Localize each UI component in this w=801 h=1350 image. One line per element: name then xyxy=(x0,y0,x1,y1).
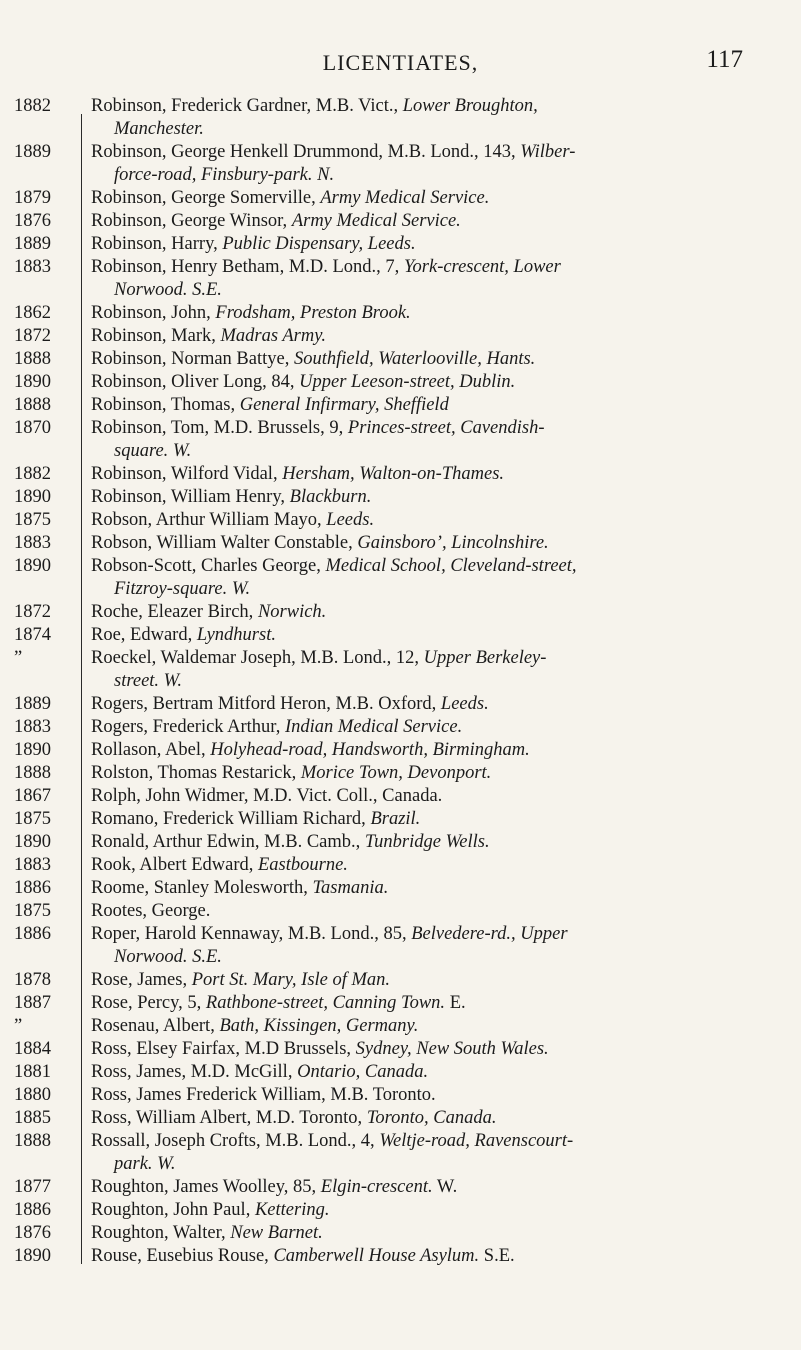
list-item xyxy=(0,647,801,693)
entry-main-line xyxy=(91,647,781,670)
entry-continuation: park. W. xyxy=(114,1154,176,1174)
entry-place: Southfield, Waterlooville, Hants. xyxy=(293,349,536,369)
entry-main-line xyxy=(91,1130,781,1153)
entry-year: 1862 xyxy=(14,303,51,323)
list-item xyxy=(0,601,801,624)
entry-year: 1883 xyxy=(14,533,51,553)
entry-place: Madras Army. xyxy=(220,326,327,346)
entry-main-line xyxy=(91,1199,781,1222)
entry-name: Ross, William Albert, M.D. Toronto, xyxy=(91,1108,367,1128)
entry-year: 1872 xyxy=(14,326,51,346)
list-item xyxy=(0,969,801,992)
entry-name: Robson, Arthur William Mayo, xyxy=(91,510,327,530)
list-item xyxy=(0,348,801,371)
entry-main-line xyxy=(91,808,781,831)
entry-year: 1867 xyxy=(14,786,51,806)
entry-text xyxy=(91,992,781,1015)
list-item xyxy=(0,1107,801,1130)
entry-main-line xyxy=(91,624,781,647)
entry-year: ” xyxy=(14,1016,23,1036)
entry-text xyxy=(91,1107,781,1130)
entry-place: Camberwell House Asylum. xyxy=(273,1246,480,1266)
entry-year: 1875 xyxy=(14,901,51,921)
entry-main-line xyxy=(91,1061,781,1084)
list-item xyxy=(0,555,801,601)
entry-text xyxy=(91,969,781,992)
entry-place: Indian Medical Service. xyxy=(284,717,463,737)
entry-main-line xyxy=(91,348,781,371)
list-item xyxy=(0,624,801,647)
entry-name: Rose, Percy, 5, xyxy=(91,993,206,1013)
list-item xyxy=(0,325,801,348)
list-item xyxy=(0,785,801,808)
list-item xyxy=(0,210,801,233)
entry-text xyxy=(91,1084,781,1107)
entry-year: 1875 xyxy=(14,809,51,829)
entry-place: Tasmania. xyxy=(312,878,389,898)
entry-main-line xyxy=(91,900,781,923)
entry-name: Rollason, Abel, xyxy=(91,740,211,760)
entry-place: Elgin-crescent. xyxy=(320,1177,433,1197)
list-item xyxy=(0,854,801,877)
entry-text xyxy=(91,302,781,325)
entry-main-line xyxy=(91,1107,781,1130)
entry-main-line xyxy=(91,1176,781,1199)
entry-year: 1883 xyxy=(14,717,51,737)
entry-place: Leeds. xyxy=(440,694,489,714)
entry-text xyxy=(91,739,781,762)
entry-main-line xyxy=(91,509,781,532)
entry-main-line xyxy=(91,371,781,394)
entry-name: Rogers, Bertram Mitford Heron, M.B. Oxford, xyxy=(91,694,441,714)
entry-name: Robinson, Frederick Gardner, M.B. Vict., xyxy=(91,96,403,116)
entry-text xyxy=(91,256,781,302)
list-item xyxy=(0,1015,801,1038)
entry-continuation: square. W. xyxy=(114,441,192,461)
entry-name: Roeckel, Waldemar Joseph, M.B. Lond., 12, xyxy=(91,648,424,668)
list-item xyxy=(0,1245,801,1268)
entry-name: Ross, Elsey Fairfax, M.D Brussels, xyxy=(91,1039,356,1059)
entry-text xyxy=(91,877,781,900)
entry-main-line xyxy=(91,394,781,417)
entry-name: Roche, Eleazer Birch, xyxy=(91,602,258,622)
entry-year: 1890 xyxy=(14,740,51,760)
entry-place: Kettering. xyxy=(254,1200,330,1220)
entry-text xyxy=(91,95,781,141)
entry-main-line xyxy=(91,877,781,900)
entry-year: 1889 xyxy=(14,694,51,714)
entry-text xyxy=(91,417,781,463)
entry-name: Robson-Scott, Charles George, xyxy=(91,556,326,576)
page-header xyxy=(0,44,801,84)
entry-main-line xyxy=(91,601,781,624)
entry-text xyxy=(91,831,781,854)
entry-text xyxy=(91,1015,781,1038)
entry-main-line xyxy=(91,486,781,509)
entry-text xyxy=(91,1038,781,1061)
entry-text xyxy=(91,141,781,187)
entry-place: Lower Broughton, xyxy=(402,96,538,116)
entry-year: 1888 xyxy=(14,395,51,415)
list-item xyxy=(0,302,801,325)
list-item xyxy=(0,808,801,831)
list-item xyxy=(0,1222,801,1245)
entry-main-line xyxy=(91,716,781,739)
entry-name: Robinson, George Henkell Drummond, M.B. Lond., 143, xyxy=(91,142,521,162)
entry-name: Rook, Albert Edward, xyxy=(91,855,258,875)
entry-year: 1883 xyxy=(14,855,51,875)
list-item xyxy=(0,693,801,716)
entry-main-line xyxy=(91,210,781,233)
entry-text xyxy=(91,187,781,210)
entry-continuation: Norwood. S.E. xyxy=(114,280,222,300)
entry-place: Public Dispensary, Leeds. xyxy=(222,234,416,254)
entry-name: Robinson, Oliver Long, 84, xyxy=(91,372,300,392)
entry-name: Robinson, George Winsor, xyxy=(91,211,292,231)
list-item xyxy=(0,992,801,1015)
entry-year: 1884 xyxy=(14,1039,51,1059)
entry-main-line xyxy=(91,302,781,325)
entry-text xyxy=(91,693,781,716)
entry-name: Roe, Edward, xyxy=(91,625,197,645)
list-item xyxy=(0,762,801,785)
entry-text xyxy=(91,785,781,808)
list-item xyxy=(0,1061,801,1084)
entry-place: Bath, Kissingen, Germany. xyxy=(219,1016,419,1036)
entry-main-line xyxy=(91,233,781,256)
entry-place: Rathbone-street, Canning Town. xyxy=(205,993,446,1013)
page-number: 117 xyxy=(706,46,743,73)
entry-year: 1887 xyxy=(14,993,51,1013)
entry-text xyxy=(91,486,781,509)
entry-name: Ross, James Frederick William, M.B. Toronto. xyxy=(91,1085,436,1105)
list-item xyxy=(0,371,801,394)
entry-place: Medical School, Cleveland-street, xyxy=(325,556,577,576)
entry-continuation: force-road, Finsbury-park. N. xyxy=(114,165,335,185)
entry-place: Princes-street, Cavendish- xyxy=(347,418,545,438)
entry-name: Robinson, John, xyxy=(91,303,216,323)
entry-year: 1882 xyxy=(14,464,51,484)
list-item xyxy=(0,1199,801,1222)
entry-main-line xyxy=(91,1245,781,1268)
entry-year: 1875 xyxy=(14,510,51,530)
entry-year: 1890 xyxy=(14,487,51,507)
entry-text xyxy=(91,900,781,923)
entry-name: Roughton, James Woolley, 85, xyxy=(91,1177,321,1197)
list-item xyxy=(0,1038,801,1061)
list-item xyxy=(0,831,801,854)
entry-place: Frodsham, Preston Brook. xyxy=(215,303,411,323)
entry-name: Roper, Harold Kennaway, M.B. Lond., 85, xyxy=(91,924,412,944)
entry-place: Eastbourne. xyxy=(258,855,348,875)
entry-main-line xyxy=(91,1015,781,1038)
entry-main-line xyxy=(91,1222,781,1245)
list-item xyxy=(0,923,801,969)
entry-main-line xyxy=(91,1038,781,1061)
entry-text xyxy=(91,647,781,693)
entry-year: 1886 xyxy=(14,878,51,898)
entry-name: Roome, Stanley Molesworth, xyxy=(91,878,313,898)
entry-text xyxy=(91,394,781,417)
entry-place: Norwich. xyxy=(257,602,327,622)
entry-main-line xyxy=(91,854,781,877)
entry-name: Rolph, John Widmer, M.D. Vict. Coll., Canada. xyxy=(91,786,443,806)
entry-main-line xyxy=(91,187,781,210)
entry-main-line xyxy=(91,417,781,440)
entry-text xyxy=(91,601,781,624)
licentiates-list xyxy=(0,95,801,1268)
entry-year: 1889 xyxy=(14,234,51,254)
entry-name: Romano, Frederick William Richard, xyxy=(91,809,371,829)
entry-place: Gainsboro’, Lincolnshire. xyxy=(357,533,549,553)
entry-name: Rosenau, Albert, xyxy=(91,1016,220,1036)
entry-name: Robinson, Wilford Vidal, xyxy=(91,464,283,484)
entry-name: Robinson, Henry Betham, M.D. Lond., 7, xyxy=(91,257,404,277)
list-item xyxy=(0,900,801,923)
entry-year: 1890 xyxy=(14,556,51,576)
list-item xyxy=(0,739,801,762)
entry-name: Roughton, John Paul, xyxy=(91,1200,255,1220)
entry-main-line xyxy=(91,325,781,348)
entry-place: Weltje-road, Ravenscourt- xyxy=(379,1131,574,1151)
entry-name: Roughton, Walter, xyxy=(91,1223,231,1243)
entry-district: S.E. xyxy=(479,1246,515,1266)
entry-main-line xyxy=(91,923,781,946)
entry-place: Tunbridge Wells. xyxy=(364,832,490,852)
entry-main-line xyxy=(91,739,781,762)
entry-place: Upper Berkeley- xyxy=(423,648,547,668)
entry-year: 1880 xyxy=(14,1085,51,1105)
entry-text xyxy=(91,509,781,532)
list-item xyxy=(0,532,801,555)
entry-year: 1879 xyxy=(14,188,51,208)
entry-text xyxy=(91,808,781,831)
list-item xyxy=(0,1176,801,1199)
entry-place: Toronto, Canada. xyxy=(366,1108,497,1128)
entry-place: New Barnet. xyxy=(230,1223,323,1243)
entry-year: 1878 xyxy=(14,970,51,990)
entry-main-line xyxy=(91,831,781,854)
entry-continuation: Fitzroy-square. W. xyxy=(114,579,251,599)
entry-text xyxy=(91,371,781,394)
entry-year: 1890 xyxy=(14,832,51,852)
entry-text xyxy=(91,923,781,969)
entry-place: General Infirmary, Sheffield xyxy=(239,395,449,415)
list-item xyxy=(0,256,801,302)
entry-place: Blackburn. xyxy=(289,487,372,507)
entry-main-line xyxy=(91,992,781,1015)
entry-name: Robinson, Tom, M.D. Brussels, 9, xyxy=(91,418,348,438)
entry-year: ” xyxy=(14,648,23,668)
entry-main-line xyxy=(91,785,781,808)
entry-place: Holyhead-road, Handsworth, Birmingham. xyxy=(210,740,530,760)
entry-year: 1888 xyxy=(14,1131,51,1151)
entry-text xyxy=(91,1199,781,1222)
entry-name: Robson, William Walter Constable, xyxy=(91,533,358,553)
entry-place: Ontario, Canada. xyxy=(297,1062,429,1082)
entry-place: Lyndhurst. xyxy=(196,625,276,645)
entry-place: Leeds. xyxy=(326,510,375,530)
entry-year: 1889 xyxy=(14,142,51,162)
entry-year: 1870 xyxy=(14,418,51,438)
entry-year: 1888 xyxy=(14,763,51,783)
entry-year: 1877 xyxy=(14,1177,51,1197)
entry-main-line xyxy=(91,1084,781,1107)
entry-text xyxy=(91,1061,781,1084)
entry-text xyxy=(91,348,781,371)
entry-place: Morice Town, Devonport. xyxy=(300,763,492,783)
entry-place: Hersham, Walton-on-Thames. xyxy=(282,464,505,484)
list-item xyxy=(0,1130,801,1176)
entry-name: Robinson, George Somerville, xyxy=(91,188,321,208)
entry-place: Port St. Mary, Isle of Man. xyxy=(191,970,391,990)
entry-main-line xyxy=(91,256,781,279)
entry-text xyxy=(91,1130,781,1176)
entry-place: Belvedere-rd., Upper xyxy=(411,924,568,944)
list-item xyxy=(0,417,801,463)
entry-year: 1890 xyxy=(14,372,51,392)
entry-place: Sydney, New South Wales. xyxy=(355,1039,549,1059)
entry-main-line xyxy=(91,532,781,555)
entry-text xyxy=(91,624,781,647)
entry-main-line xyxy=(91,95,781,118)
entry-text xyxy=(91,1176,781,1199)
entry-year: 1872 xyxy=(14,602,51,622)
list-item xyxy=(0,486,801,509)
list-item xyxy=(0,716,801,739)
entry-place: Army Medical Service. xyxy=(320,188,490,208)
list-item xyxy=(0,1084,801,1107)
entry-continuation: Norwood. S.E. xyxy=(114,947,222,967)
entry-year: 1876 xyxy=(14,211,51,231)
entry-place: Upper Leeson-street, Dublin. xyxy=(299,372,516,392)
entry-name: Robinson, William Henry, xyxy=(91,487,290,507)
entry-main-line xyxy=(91,969,781,992)
entry-place: York-crescent, Lower xyxy=(403,257,561,277)
entry-year: 1876 xyxy=(14,1223,51,1243)
entry-text xyxy=(91,1245,781,1268)
entry-place: Army Medical Service. xyxy=(291,211,461,231)
entry-year: 1881 xyxy=(14,1062,51,1082)
entry-main-line xyxy=(91,762,781,785)
entry-main-line xyxy=(91,463,781,486)
entry-year: 1882 xyxy=(14,96,51,116)
entry-name: Rogers, Frederick Arthur, xyxy=(91,717,285,737)
entry-main-line xyxy=(91,141,781,164)
entry-text xyxy=(91,325,781,348)
list-item xyxy=(0,233,801,256)
entry-year: 1886 xyxy=(14,924,51,944)
entry-name: Rolston, Thomas Restarick, xyxy=(91,763,301,783)
entry-name: Ross, James, M.D. McGill, xyxy=(91,1062,298,1082)
running-title: LICENTIATES, xyxy=(322,50,479,75)
list-item xyxy=(0,141,801,187)
entry-text xyxy=(91,532,781,555)
entry-continuation: Manchester. xyxy=(114,119,204,139)
entry-year: 1885 xyxy=(14,1108,51,1128)
entry-year: 1874 xyxy=(14,625,51,645)
entry-name: Rossall, Joseph Crofts, M.B. Lond., 4, xyxy=(91,1131,380,1151)
entry-name: Rootes, George. xyxy=(91,901,211,921)
list-item xyxy=(0,187,801,210)
entry-year: 1890 xyxy=(14,1246,51,1266)
entry-text xyxy=(91,1222,781,1245)
entry-main-line xyxy=(91,693,781,716)
entry-text xyxy=(91,716,781,739)
entry-text xyxy=(91,854,781,877)
entry-district: E. xyxy=(445,993,466,1013)
entry-name: Rouse, Eusebius Rouse, xyxy=(91,1246,274,1266)
entry-name: Rose, James, xyxy=(91,970,192,990)
entry-year: 1888 xyxy=(14,349,51,369)
entry-district: W. xyxy=(432,1177,458,1197)
entry-name: Ronald, Arthur Edwin, M.B. Camb., xyxy=(91,832,365,852)
list-item xyxy=(0,509,801,532)
list-item xyxy=(0,877,801,900)
entry-name: Robinson, Thomas, xyxy=(91,395,240,415)
entry-place: Brazil. xyxy=(370,809,421,829)
entry-year: 1883 xyxy=(14,257,51,277)
entry-place: Wilber- xyxy=(520,142,576,162)
list-item xyxy=(0,95,801,141)
entry-text xyxy=(91,233,781,256)
entry-main-line xyxy=(91,555,781,578)
entry-year: 1886 xyxy=(14,1200,51,1220)
entry-name: Robinson, Mark, xyxy=(91,326,221,346)
entry-text xyxy=(91,555,781,601)
list-item xyxy=(0,463,801,486)
entry-name: Robinson, Harry, xyxy=(91,234,223,254)
entry-name: Robinson, Norman Battye, xyxy=(91,349,294,369)
entry-continuation: street. W. xyxy=(114,671,183,691)
entry-text xyxy=(91,210,781,233)
entry-text xyxy=(91,463,781,486)
entry-text xyxy=(91,762,781,785)
list-item xyxy=(0,394,801,417)
